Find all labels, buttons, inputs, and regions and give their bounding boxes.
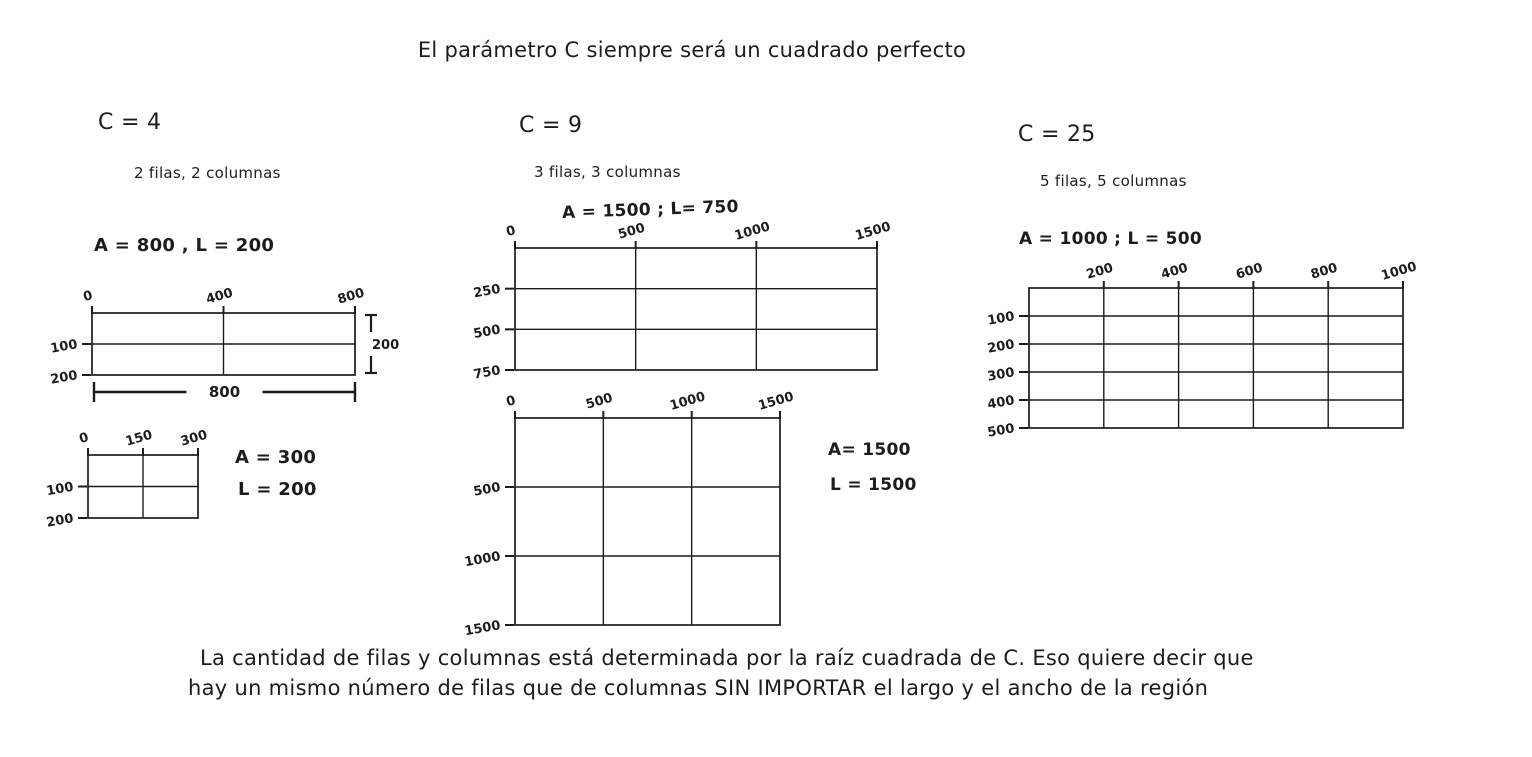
panel-c25-label: C = 25 (1018, 122, 1096, 147)
tick-label: 1500 (756, 389, 796, 414)
tick-label: 100 (45, 479, 75, 500)
tick-label: 1000 (732, 219, 772, 244)
tick-label: 300 (986, 365, 1016, 385)
panel-c25-dimensions: A = 1000 ; L = 500 (1019, 229, 1202, 249)
tick-label: 800 (1309, 260, 1340, 283)
tick-label: 400 (204, 285, 235, 308)
tick-label: 600 (1234, 260, 1265, 283)
grid-c4-main (49, 286, 399, 402)
tick-label: 500 (472, 480, 502, 500)
tick-label: 100 (49, 337, 79, 357)
tick-label: 0 (77, 430, 91, 448)
tick-label: 150 (123, 427, 155, 450)
dimension-label: 800 (208, 383, 241, 401)
footer-line-2: hay un mismo número de filas que de columnas SIN IMPORTAR el largo y el ancho de la región (188, 676, 1209, 700)
tick-label: 250 (472, 281, 502, 302)
dimension-label: 200 (372, 338, 400, 353)
tick-label: 500 (986, 421, 1016, 441)
tick-label: 200 (45, 511, 75, 531)
annotation-big-grid-length: L = 1500 (830, 475, 917, 495)
tick-label: 0 (504, 223, 518, 241)
tick-label: 400 (1159, 260, 1190, 283)
grid-c9-bottom (463, 389, 795, 639)
annotation-small-grid-area: A = 300 (235, 447, 317, 468)
tick-label: 300 (178, 427, 210, 450)
tick-label: 1000 (463, 549, 502, 571)
tick-label: 1500 (853, 219, 893, 244)
page-title: El parámetro C siempre será un cuadrado perfecto (417, 38, 967, 62)
footer-line-1: La cantidad de filas y columnas está determinada por la raíz cuadrada de C. Eso quiere decir que (200, 646, 1254, 670)
annotation-big-grid-area: A= 1500 (828, 440, 911, 460)
tick-label: 500 (472, 322, 502, 342)
tick-label: 0 (504, 393, 518, 411)
tick-label: 500 (584, 390, 615, 413)
panel-c4-dimensions: A = 800 , L = 200 (94, 235, 275, 256)
tick-label: 100 (986, 309, 1016, 329)
tick-label: 1000 (1379, 259, 1419, 284)
panel-c9-rows-cols: 3 filas, 3 columnas (534, 163, 681, 181)
grid-c25 (986, 259, 1418, 440)
tick-label: 200 (986, 337, 1016, 357)
tick-label: 200 (1084, 260, 1115, 283)
annotation-small-grid-length: L = 200 (238, 479, 317, 500)
tick-label: 500 (616, 220, 647, 243)
panel-c9-label: C = 9 (519, 113, 583, 138)
tick-label: 800 (335, 285, 367, 308)
panel-c4-label: C = 4 (98, 110, 162, 135)
tick-label: 1000 (668, 389, 708, 414)
tick-label: 0 (81, 288, 95, 306)
tick-label: 1500 (463, 618, 502, 640)
panel-c25-rows-cols: 5 filas, 5 columnas (1040, 172, 1187, 190)
tick-label: 400 (986, 393, 1016, 413)
grid-c4-small (45, 428, 209, 531)
grid-c9-top (472, 219, 892, 382)
tick-label: 200 (49, 368, 79, 388)
panel-c9-dimensions: A = 1500 ; L= 750 (561, 196, 740, 224)
tick-label: 750 (472, 363, 502, 383)
panel-c4-rows-cols: 2 filas, 2 columnas (134, 164, 281, 182)
